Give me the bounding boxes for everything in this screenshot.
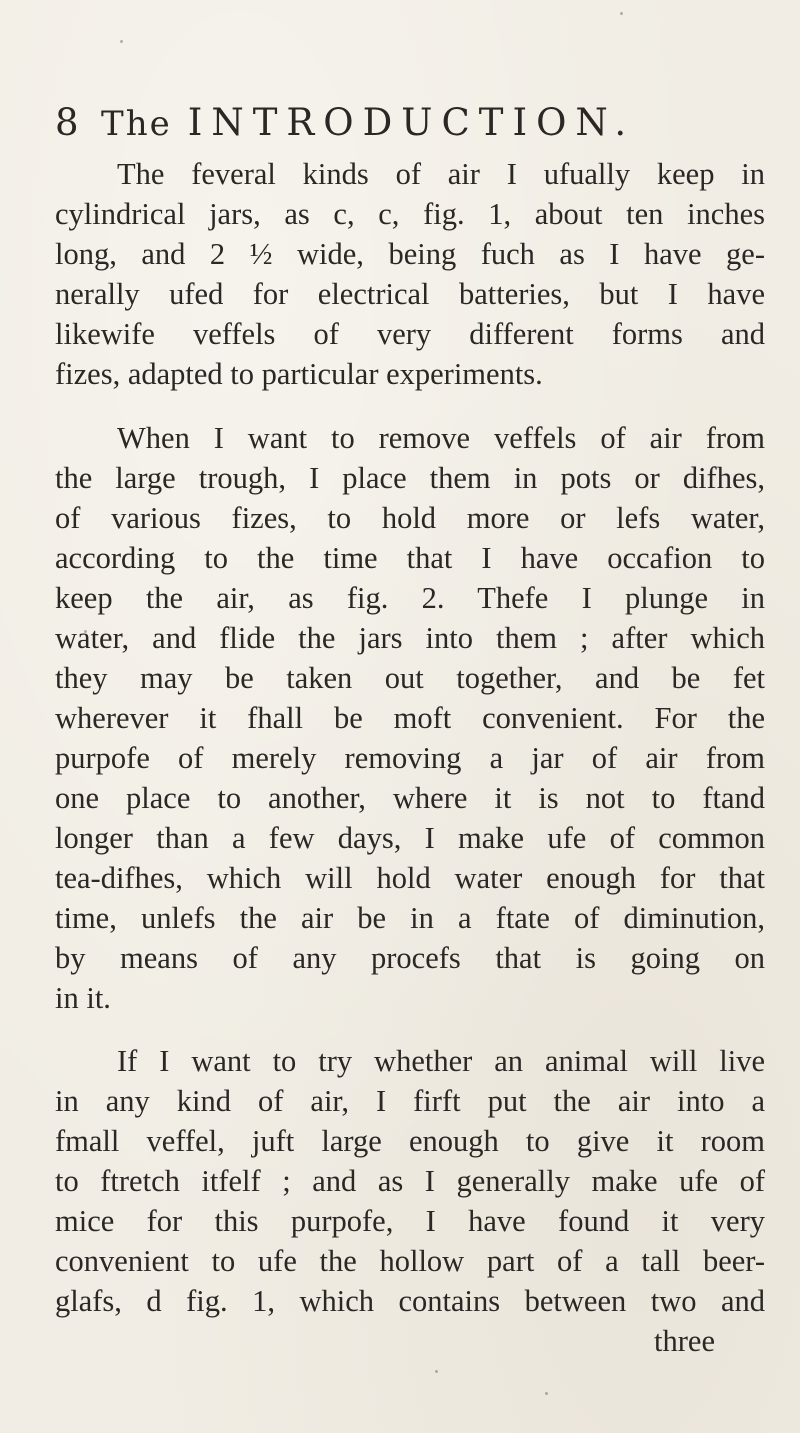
text-line: likewife veffels of very different forms and: [55, 317, 765, 351]
text-line: long, and 2 ½ wide, being fuch as I have ge-: [55, 237, 765, 271]
running-head: [55, 100, 755, 147]
text-line: The feveral kinds of air I ufually keep in: [117, 157, 765, 191]
text-line: to ftretch itfelf ; and as I generally make ufe of: [55, 1164, 765, 1198]
paragraph-1: [55, 154, 765, 394]
text-line: by means of any procefs that is going on: [55, 941, 765, 975]
text-line: purpofe of merely removing a jar of air from: [55, 741, 765, 775]
text-line: fizes, adapted to particular experiments.: [55, 357, 543, 391]
text-line: wherever it fhall be moft convenient. For the: [55, 701, 765, 735]
text-line: according to the time that I have occafion to: [55, 541, 765, 575]
text-line: the large trough, I place them in pots or difhes,: [55, 461, 765, 495]
text-line: If I want to try whether an animal will live: [117, 1044, 765, 1078]
text-line: convenient to ufe the hollow part of a tall beer-: [55, 1244, 765, 1278]
text-line: tea-difhes, which will hold water enough for that: [55, 861, 765, 895]
text-line: fmall veffel, juft large enough to give it room: [55, 1124, 765, 1158]
text-line: one place to another, where it is not to ftand: [55, 781, 765, 815]
text-line: of various fizes, to hold more or lefs water,: [55, 501, 765, 535]
text-line: mice for this purpofe, I have found it very: [55, 1204, 765, 1238]
page-number: 8: [55, 101, 80, 144]
text-line: keep the air, as fig. 2. Thefe I plunge in: [55, 581, 765, 615]
text-line: When I want to remove veffels of air from: [117, 421, 765, 455]
paper-speck: [84, 630, 87, 633]
paper-speck: [545, 1392, 548, 1395]
text-line: cylindrical jars, as c, c, fig. 1, about ten inches: [55, 197, 765, 231]
text-line: water, and flide the jars into them ; after which: [55, 621, 765, 655]
text-line: in any kind of air, I firft put the air into a: [55, 1084, 765, 1118]
text-line: longer than a few days, I make ufe of common: [55, 821, 765, 855]
catchword: three: [654, 1324, 715, 1358]
paper-speck: [120, 40, 123, 43]
paper-speck: [435, 1370, 438, 1373]
text-line: in it.: [55, 981, 111, 1015]
paragraph-2: [55, 418, 765, 1018]
text-line: nerally ufed for electrical batteries, but I have: [55, 277, 765, 311]
text-line: they may be taken out together, and be fet: [55, 661, 765, 695]
text-line: glafs, d fig. 1, which contains between two and: [55, 1284, 765, 1318]
running-head-title: INTRODUCTION.: [187, 101, 636, 144]
text-line: time, unlefs the air be in a ftate of diminution,: [55, 901, 765, 935]
running-head-the: The: [101, 104, 172, 144]
paper-speck: [620, 12, 623, 15]
paragraph-3: [55, 1041, 765, 1361]
